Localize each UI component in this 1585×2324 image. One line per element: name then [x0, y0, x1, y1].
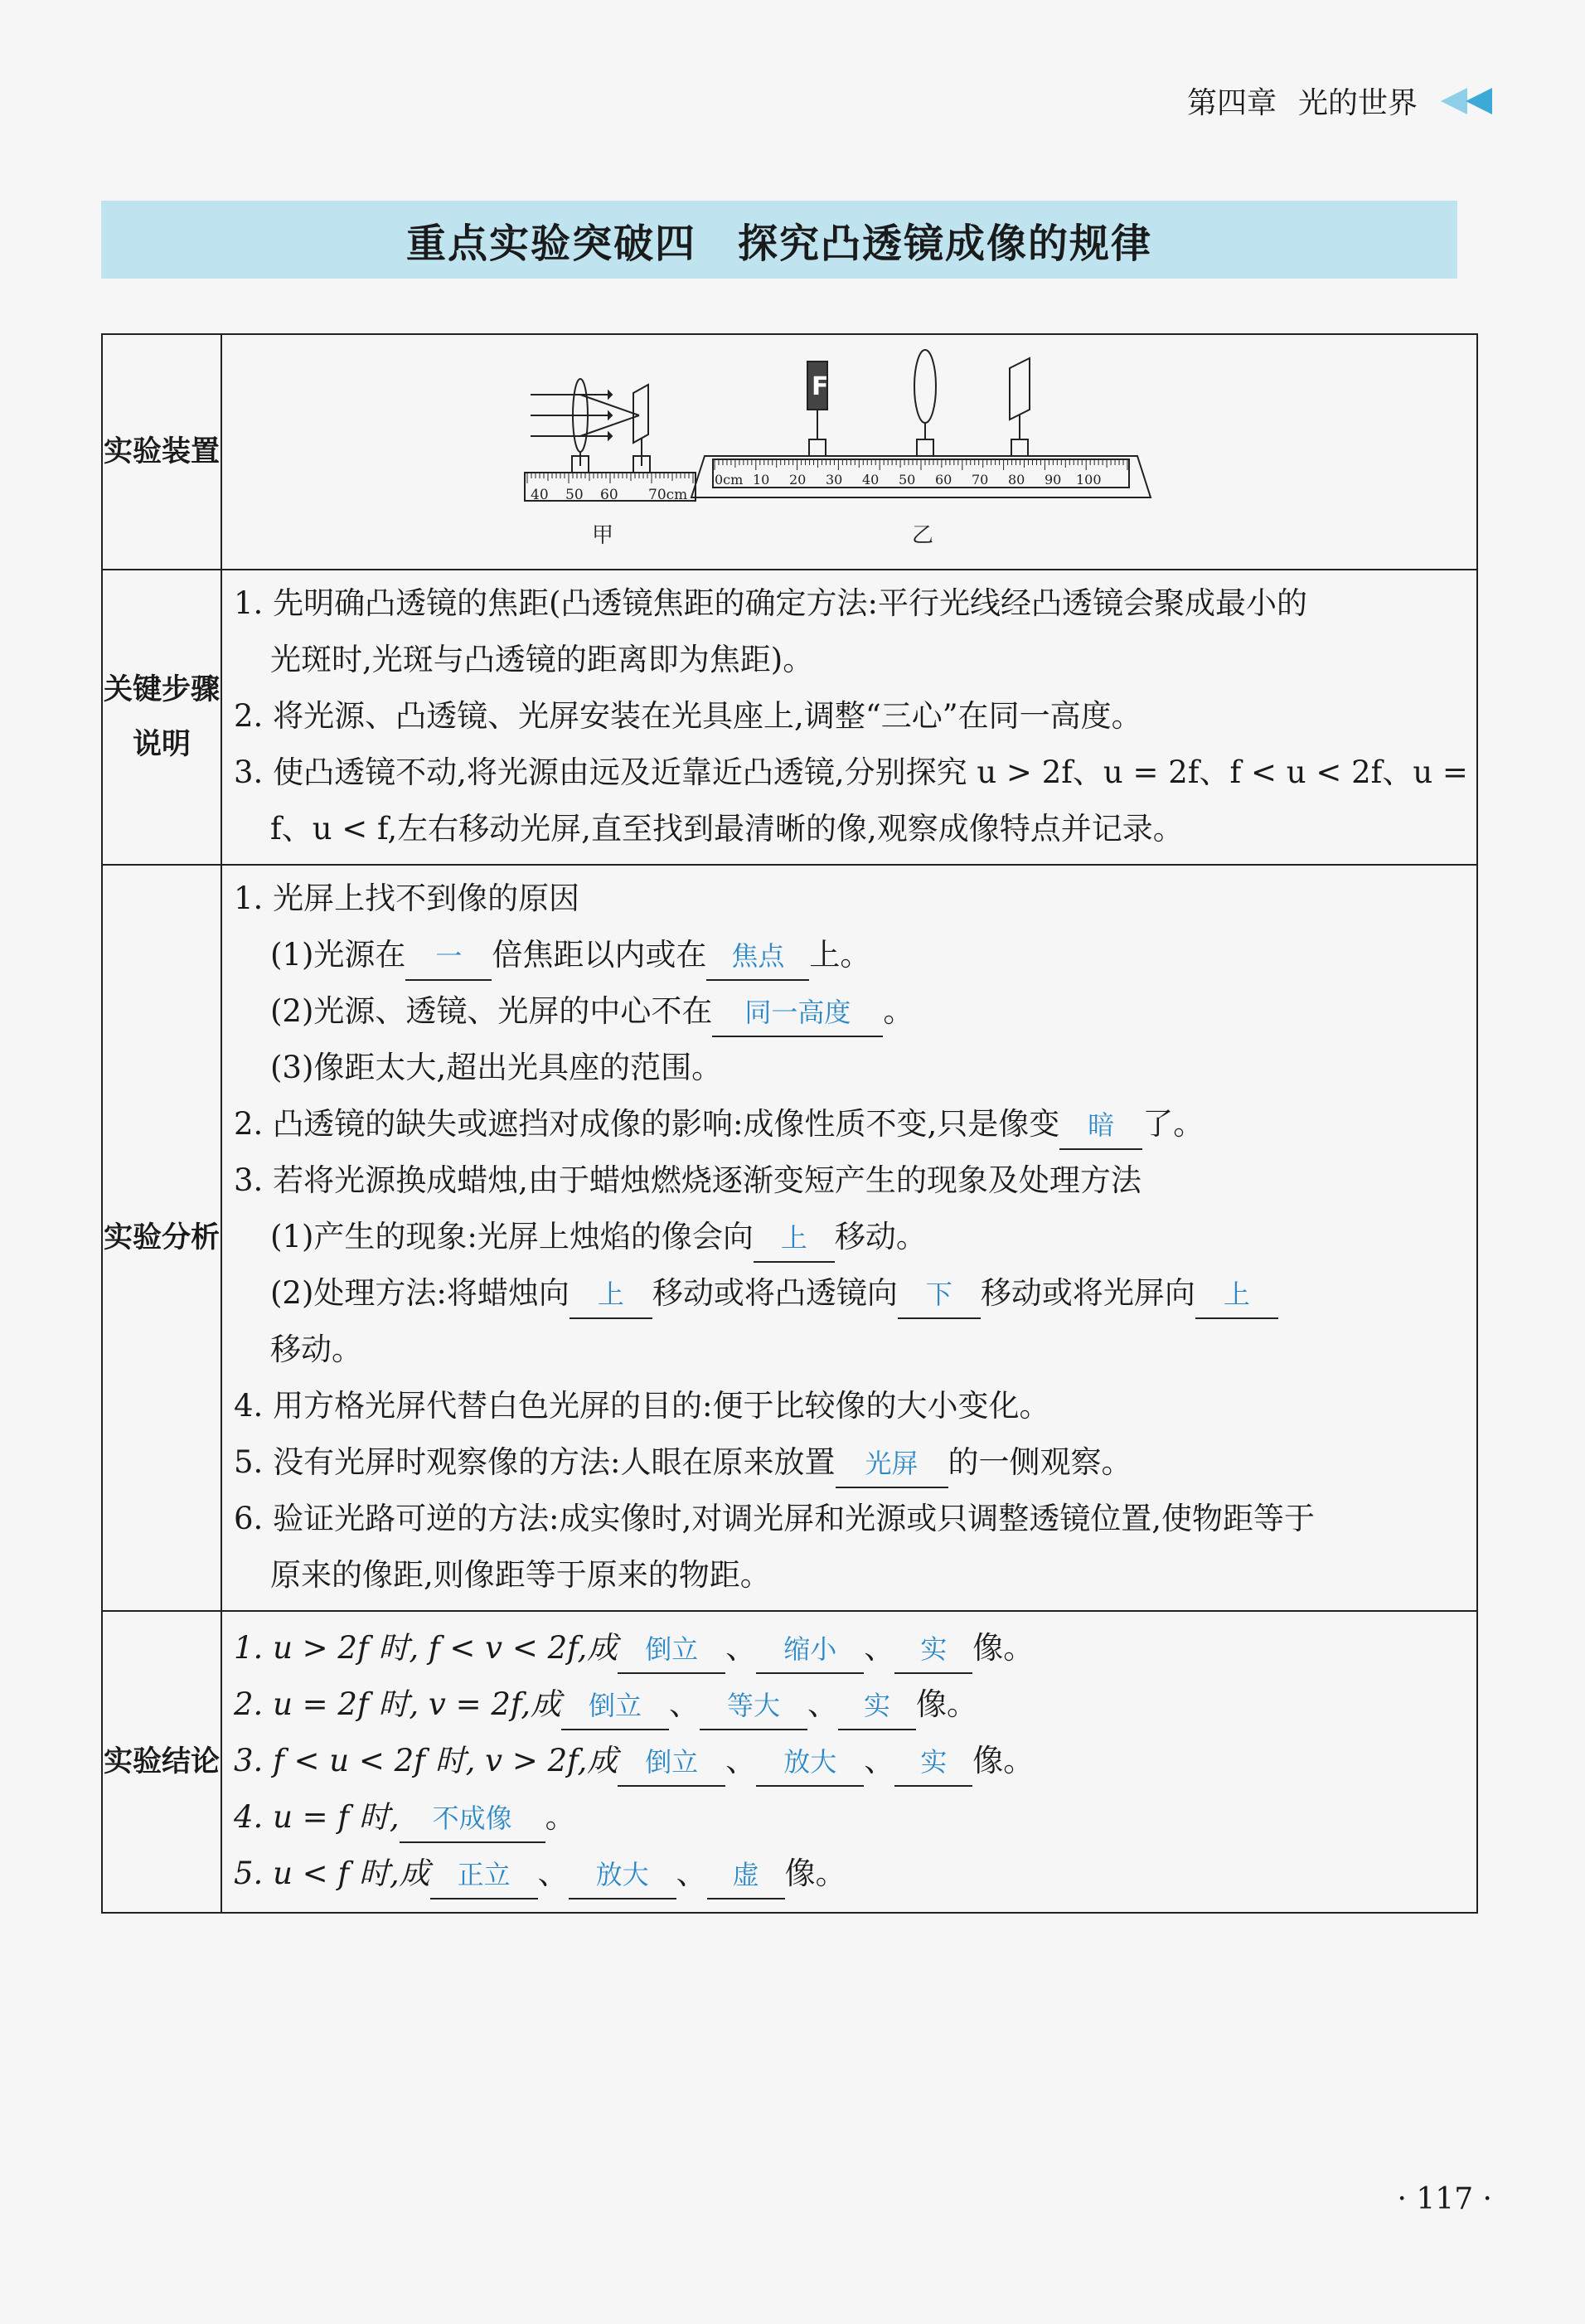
figure-b-caption: 乙 — [912, 523, 934, 548]
answer-blank[interactable]: 焦点 — [706, 933, 809, 981]
figure-a-tick-label: 70cm — [648, 487, 688, 503]
analysis-1-1: (1)光源在 一 倍焦距以内或在 焦点 上。 — [234, 927, 1468, 983]
answer-blank[interactable]: 光屏 — [836, 1440, 948, 1488]
figure-b-tick-label: 60 — [935, 472, 952, 488]
step-1b: 光斑时,光斑与凸透镜的距离即为焦距)。 — [270, 642, 814, 677]
figure-a — [525, 379, 696, 503]
figure-b-tick-label: 10 — [753, 472, 770, 488]
chapter-title: 光的世界 — [1297, 86, 1418, 120]
answer-blank[interactable]: 同一高度 — [712, 989, 883, 1037]
answer-blank[interactable]: 实 — [894, 1626, 972, 1674]
analysis-1: 1. 光屏上找不到像的原因 — [234, 881, 580, 916]
double-arrow-icon — [1439, 85, 1494, 118]
analysis-3: 3. 若将光源换成蜡烛,由于蜡烛燃烧逐渐变短产生的现象及处理方法 — [234, 1162, 1141, 1198]
answer-blank[interactable]: 放大 — [569, 1851, 676, 1899]
conclusion-label: 实验结论 — [102, 1611, 221, 1913]
conclusion-5: 5. u < f 时,成 正立 、 放大 、 虚 像。 — [234, 1846, 1468, 1902]
answer-blank[interactable]: 上 — [570, 1271, 652, 1319]
steps-label: 关键步骤说明 — [102, 570, 221, 865]
answer-blank[interactable]: 一 — [405, 933, 492, 981]
analysis-4: 4. 用方格光屏代替白色光屏的目的:便于比较像的大小变化。 — [234, 1388, 1050, 1424]
answer-blank[interactable]: 实 — [894, 1739, 972, 1787]
answer-blank[interactable]: 倒立 — [561, 1682, 669, 1730]
step-3b: f、u < f,左右移动光屏,直至找到最清晰的像,观察成像特点并记录。 — [270, 811, 1184, 847]
answer-blank[interactable]: 等大 — [700, 1682, 807, 1730]
answer-blank[interactable]: 放大 — [756, 1739, 864, 1787]
figure-b-tick-label: 70 — [972, 472, 989, 488]
answer-blank[interactable]: 上 — [1195, 1271, 1278, 1319]
figure-a-caption: 甲 — [592, 523, 614, 548]
apparatus-figure — [221, 334, 1477, 570]
page-number: · 117 · — [1397, 2182, 1492, 2216]
analysis-label: 实验分析 — [102, 865, 221, 1611]
figure-b-tick-label: 50 — [899, 472, 916, 488]
conclusion-2: 2. u = 2f 时, v = 2f,成 倒立 、 等大 、 实 像。 — [234, 1676, 1468, 1733]
analysis-row — [102, 865, 1477, 1611]
analysis-6b: 原来的像距,则像距等于原来的物距。 — [270, 1557, 771, 1593]
analysis-3-2-cont: 移动。 — [270, 1332, 362, 1367]
answer-blank[interactable]: 下 — [898, 1271, 981, 1319]
conclusion-4: 4. u = f 时, 不成像 。 — [234, 1789, 1468, 1846]
analysis-6a: 6. 验证光路可逆的方法:成实像时,对调光屏和光源或只调整透镜位置,使物距等于 — [234, 1501, 1316, 1536]
steps-row — [102, 570, 1477, 865]
analysis-3-2: (2)处理方法:将蜡烛向 上 移动或将凸透镜向 下 移动或将光屏向 上 — [234, 1265, 1468, 1322]
answer-blank[interactable]: 不成像 — [400, 1795, 545, 1843]
answer-blank[interactable]: 正立 — [430, 1851, 538, 1899]
running-header — [1187, 80, 1494, 122]
figure-a-tick-label: 60 — [600, 487, 618, 503]
figure-b-tick-label: 20 — [789, 472, 807, 488]
conclusion-content — [221, 1611, 1477, 1913]
step-3a: 3. 使凸透镜不动,将光源由远及近靠近凸透镜,分别探究 u > 2f、u = 2f、f < u < 2f、u = — [234, 754, 1468, 790]
steps-content — [221, 570, 1477, 865]
apparatus-diagram — [222, 335, 1416, 557]
answer-blank[interactable]: 上 — [754, 1215, 835, 1263]
apparatus-row — [102, 334, 1477, 570]
analysis-5: 5. 没有光屏时观察像的方法:人眼在原来放置 光屏 的一侧观察。 — [234, 1434, 1468, 1491]
answer-blank[interactable]: 暗 — [1059, 1102, 1142, 1150]
section-title-banner — [101, 201, 1457, 279]
figure-b-tick-label: 40 — [862, 472, 880, 488]
analysis-1-3: (3)像距太大,超出光具座的范围。 — [270, 1050, 723, 1085]
chapter-label: 第四章 — [1186, 86, 1277, 120]
analysis-content — [221, 865, 1477, 1611]
conclusion-3: 3. f < u < 2f 时, v > 2f,成 倒立 、 放大 、 实 像。 — [234, 1733, 1468, 1789]
figure-a-tick-label: 40 — [531, 487, 549, 503]
section-title: 重点实验突破四 探究凸透镜成像的规律 — [405, 220, 1152, 267]
step-1a: 1. 先明确凸透镜的焦距(凸透镜焦距的确定方法:平行光线经凸透镜会聚成最小的 — [234, 585, 1307, 621]
step-2: 2. 将光源、凸透镜、光屏安装在光具座上,调整“三心”在同一高度。 — [234, 698, 1142, 734]
figure-b-tick-label: 90 — [1045, 472, 1062, 488]
analysis-1-2: (2)光源、透镜、光屏的中心不在 同一高度 。 — [234, 983, 1468, 1040]
figure-b — [691, 350, 1151, 497]
screen-letter: F — [812, 372, 829, 401]
figure-b-tick-label: 80 — [1008, 472, 1025, 488]
conclusion-row — [102, 1611, 1477, 1913]
figure-a-ruler-ticks — [527, 473, 693, 483]
answer-blank[interactable]: 虚 — [707, 1851, 785, 1899]
figure-b-ruler-ticks — [715, 460, 1127, 470]
apparatus-label: 实验装置 — [102, 334, 221, 570]
answer-blank[interactable]: 缩小 — [756, 1626, 864, 1674]
analysis-3-1: (1)产生的现象:光屏上烛焰的像会向 上 移动。 — [234, 1209, 1468, 1265]
answer-blank[interactable]: 实 — [838, 1682, 916, 1730]
figure-b-tick-label: 100 — [1076, 472, 1102, 488]
conclusion-1: 1. u > 2f 时, f < v < 2f,成 倒立 、 缩小 、 实 像。 — [234, 1620, 1468, 1676]
figure-a-tick-label: 50 — [565, 487, 584, 503]
figure-b-tick-label: 0cm — [715, 472, 744, 488]
answer-blank[interactable]: 倒立 — [618, 1626, 725, 1674]
figure-b-tick-label: 30 — [826, 472, 843, 488]
analysis-2: 2. 凸透镜的缺失或遮挡对成像的影响:成像性质不变,只是像变 暗 了。 — [234, 1096, 1468, 1152]
experiment-table — [101, 333, 1478, 1914]
answer-blank[interactable]: 倒立 — [618, 1739, 725, 1787]
